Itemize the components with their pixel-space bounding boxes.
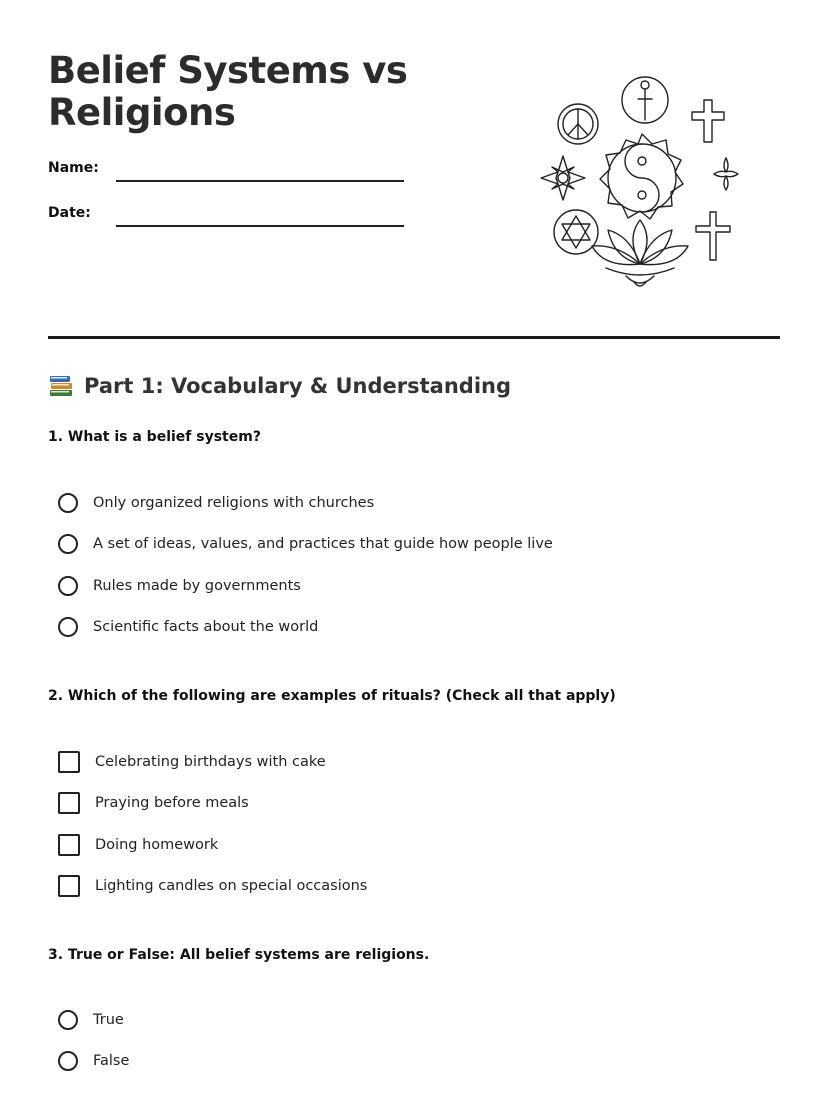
yin-yang-icon [600, 134, 683, 219]
section-divider [48, 336, 780, 339]
checkbox[interactable] [58, 875, 80, 897]
q1-option-c[interactable] [58, 574, 301, 598]
radio-button[interactable] [58, 576, 78, 596]
radio-button[interactable] [58, 534, 78, 554]
option-label: Scientific facts about the world [93, 619, 319, 635]
ornamental-cross-icon [714, 158, 738, 190]
star-of-david-icon [554, 210, 598, 254]
circled-cross-icon [622, 77, 668, 123]
part1-title-text: Part 1: Vocabulary & Understanding [84, 374, 512, 398]
latin-cross-icon [696, 212, 730, 260]
question-3: 3. True or False: All belief systems are religions. [48, 947, 430, 963]
compass-star-icon [541, 156, 585, 200]
question-2: 2. Which of the following are examples of rituals? (Check all that apply) [48, 688, 616, 704]
peace-symbol-icon [558, 104, 598, 144]
option-label: Celebrating birthdays with cake [95, 754, 326, 770]
checkbox[interactable] [58, 751, 80, 773]
option-label: Lighting candles on special occasions [95, 878, 368, 894]
q1-option-d[interactable] [58, 615, 318, 639]
option-label: True [93, 1012, 124, 1028]
radio-button[interactable] [58, 1010, 78, 1030]
date-label: Date: [48, 205, 91, 221]
date-field[interactable] [116, 225, 404, 227]
q2-option-d[interactable] [58, 874, 367, 898]
lotus-icon [592, 220, 688, 286]
option-label: Only organized religions with churches [93, 495, 375, 511]
option-label: False [93, 1053, 130, 1069]
q1-option-b[interactable] [58, 532, 553, 556]
q3-option-false[interactable] [58, 1049, 129, 1073]
cross-icon [692, 100, 724, 142]
checkbox[interactable] [58, 792, 80, 814]
q2-option-c[interactable] [58, 833, 218, 857]
radio-button[interactable] [58, 1051, 78, 1071]
checkbox[interactable] [58, 834, 80, 856]
radio-button[interactable] [58, 493, 78, 513]
radio-button[interactable] [58, 617, 78, 637]
name-label: Name: [48, 160, 99, 176]
option-label: Doing homework [95, 837, 219, 853]
option-label: Praying before meals [95, 795, 249, 811]
worksheet-title: Belief Systems vs Religions [48, 49, 408, 134]
q3-option-true[interactable] [58, 1008, 124, 1032]
option-label: A set of ideas, values, and practices that guide how people live [93, 536, 553, 552]
option-label: Rules made by governments [93, 578, 301, 594]
q2-option-b[interactable] [58, 791, 249, 815]
q2-option-a[interactable] [58, 750, 326, 774]
question-1: 1. What is a belief system? [48, 429, 261, 445]
name-field[interactable] [116, 180, 404, 182]
religious-symbols-icon [530, 72, 745, 294]
part1-title [48, 373, 511, 399]
q1-option-a[interactable] [58, 491, 374, 515]
books-icon [48, 373, 74, 399]
